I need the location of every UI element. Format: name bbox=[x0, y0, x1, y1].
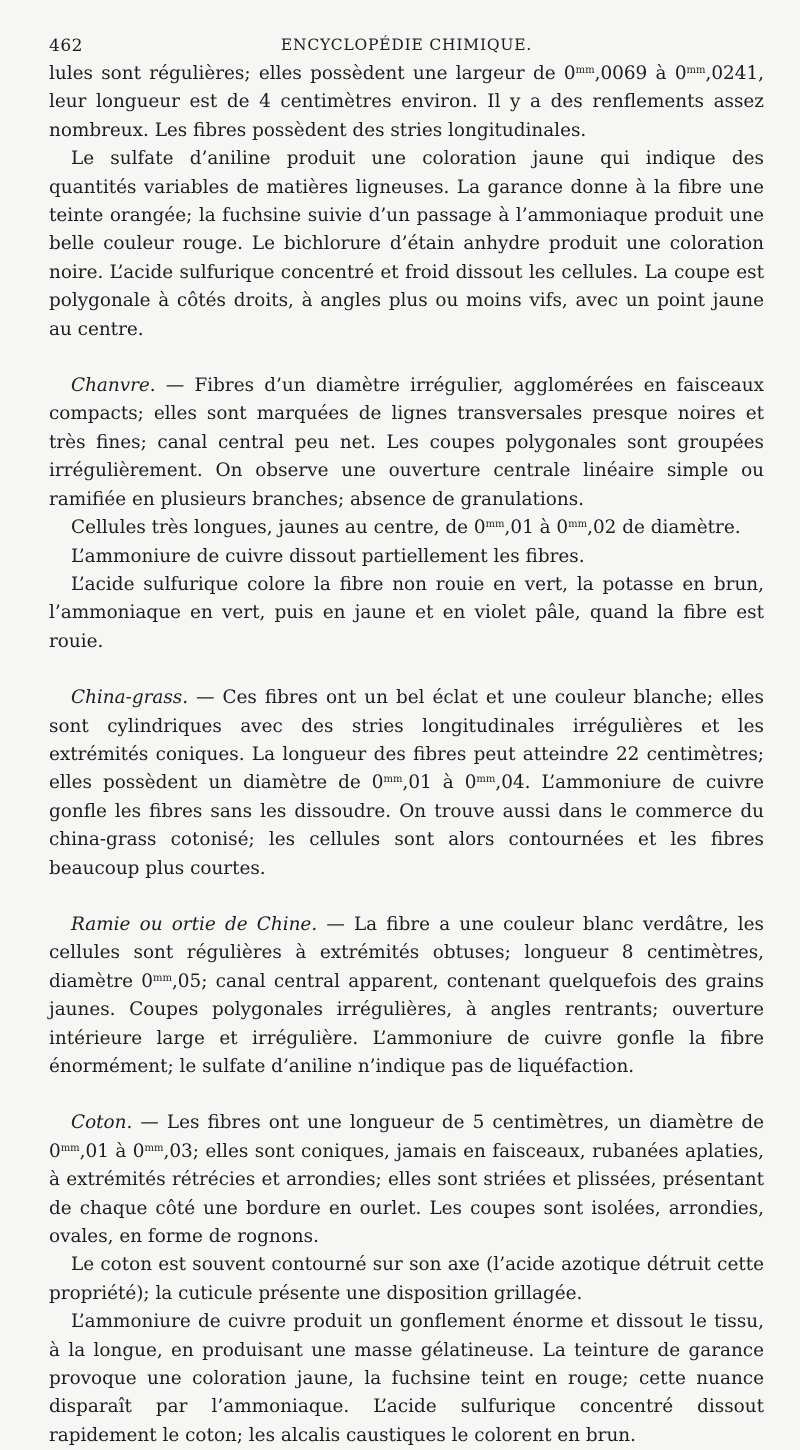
section-chanvre bbox=[49, 372, 764, 514]
unit-superscript: mm bbox=[144, 1142, 164, 1154]
page-header bbox=[49, 0, 764, 60]
text-run: L’ammoniure de cuivre dissout partiellement les fibres. bbox=[71, 545, 585, 567]
text-run: lules sont régulières; elles possèdent une largeur de 0 bbox=[49, 63, 576, 84]
unit-superscript: mm bbox=[383, 774, 403, 786]
text-run: ,01 à 0 bbox=[79, 1140, 145, 1162]
text-run: ,0069 à 0 bbox=[594, 63, 687, 84]
paragraph-chanvre-ammoniure bbox=[49, 543, 764, 571]
unit-superscript: mm bbox=[60, 1142, 80, 1154]
text-run: Le sulfate d’aniline produit une coloration jaune qui indique des quantités variables de matières ligneuses. La garance donne à la fibre une teinte orangée; la fuchsine suivie d’un passage à l’ammoniaque produit une belle couleur rouge. Le bichlorure d’étain anhydre produit une coloration noire. L’acide sulfurique concentré et froid dissout les cellules. La coupe est polygonale à côtés droits, à angles plus ou moins vifs, avec un point jaune au centre. bbox=[49, 148, 764, 340]
section-term: Ramie ou ortie de Chine. bbox=[71, 913, 318, 935]
text-run: L’ammoniure de cuivre produit un gonflement énorme et dissout le tissu, à la longue, en produisant une masse gélatineuse. La teinture de garance provoque une coloration jaune, la fuchsine teint en rouge; cette nuance disparaît par l’ammoniaque. L’acide sulfurique concentré dissout rapidement le coton; les alcalis caustiques le colorent en brun. bbox=[49, 1311, 764, 1446]
text-run: ,04. L’ammoniure de cuivre gonfle les fibres sans les dissoudre. On trouve aussi dans le commerce du china-grass cotonisé; les cellules sont alors contournées et les fibres beaucoup plus courtes. bbox=[49, 772, 765, 879]
text-run: Le coton est souvent contourné sur son axe (l’acide azotique détruit cette propriété); la cuticule présente une disposition grillagée. bbox=[49, 1254, 764, 1304]
text-run: ,02 de diamètre. bbox=[587, 517, 741, 539]
unit-superscript: mm bbox=[485, 519, 505, 531]
text-run: — Ces fibres ont un bel éclat et une couleur blanche; elles sont cylindriques avec des stries longitudinales irrégulières et les extrémités coniques. La longueur des fibres peut atteindre 22 centimètres; elles possèdent un diamètre de 0 bbox=[49, 687, 764, 794]
page-number: 462 bbox=[49, 36, 83, 56]
section-coton bbox=[49, 1109, 764, 1251]
text-run: — Fibres d’un diamètre irrégulier, agglomérées en faisceaux compacts; elles sont marquées de lignes transversales presque noires et très fines; canal central peu net. Les coupes polygonales sont groupées irrégulièrement. On observe une ouverture centrale linéaire simple ou ramifiée en plusieurs branches; absence de granulations. bbox=[49, 375, 764, 510]
paragraph-continuation bbox=[49, 60, 764, 145]
paragraph-chanvre-acide bbox=[49, 571, 764, 656]
paragraph-aniline-sulfate bbox=[49, 145, 764, 344]
text-run: — Les fibres ont une longueur de 5 centimètres, un diamètre de 0 bbox=[49, 1112, 764, 1162]
unit-superscript: mm bbox=[686, 65, 706, 76]
text-run: Cellules très longues, jaunes au centre, de 0 bbox=[71, 517, 486, 539]
unit-superscript: mm bbox=[568, 519, 588, 531]
running-title: ENCYCLOPÉDIE CHIMIQUE. bbox=[280, 36, 533, 54]
section-term: Chanvre. bbox=[71, 375, 156, 397]
section-term: China-grass. bbox=[71, 687, 189, 709]
unit-superscript: mm bbox=[476, 774, 496, 786]
unit-superscript: mm bbox=[575, 65, 595, 76]
paragraph-chanvre-cellules bbox=[49, 514, 764, 542]
section-ramie bbox=[49, 911, 764, 1081]
text-run: ,05; canal central apparent, contenant quelquefois des grains jaunes. Coupes polygonales irrégulières, à angles rentrants; ouverture intérieure large et irrégulière. L’ammoniure de cuivre gonfle la fibre énormément; le sulfate d’aniline n’indique pas de liquéfaction. bbox=[49, 970, 764, 1077]
unit-superscript: mm bbox=[152, 972, 172, 984]
text-run: ,01 à 0 bbox=[504, 517, 569, 539]
paragraph-coton-ammoniure bbox=[49, 1308, 764, 1450]
body-text bbox=[49, 60, 764, 1450]
section-term: Coton. bbox=[71, 1112, 133, 1134]
text-run: ,0241, leur longueur est de 4 centimètres environ. Il y a des renflements assez nombreux. Les fibres possèdent des stries longitudinales. bbox=[49, 63, 764, 141]
paragraph-coton-axe bbox=[49, 1251, 764, 1308]
text-run: ,01 à 0 bbox=[402, 772, 477, 794]
section-china-grass bbox=[49, 684, 764, 883]
text-run: ,03; elles sont coniques, jamais en faisceaux, rubanées aplaties, à extrémités rétrécies et arrondies; elles sont striées et plissées, présentant de chaque côté une bordure en ourlet. Les coupes sont isolées, arrondies, ovales, en forme de rognons. bbox=[49, 1140, 764, 1248]
text-run: L’acide sulfurique colore la fibre non rouie en vert, la potasse en brun, l’ammoniaque en vert, puis en jaune et en violet pâle, quand la fibre est rouie. bbox=[49, 573, 764, 652]
text-run: — La fibre a une couleur blanc verdâtre, les cellules sont régulières à extrémités obtuses; longueur 8 centimètres, diamètre 0 bbox=[49, 913, 764, 992]
